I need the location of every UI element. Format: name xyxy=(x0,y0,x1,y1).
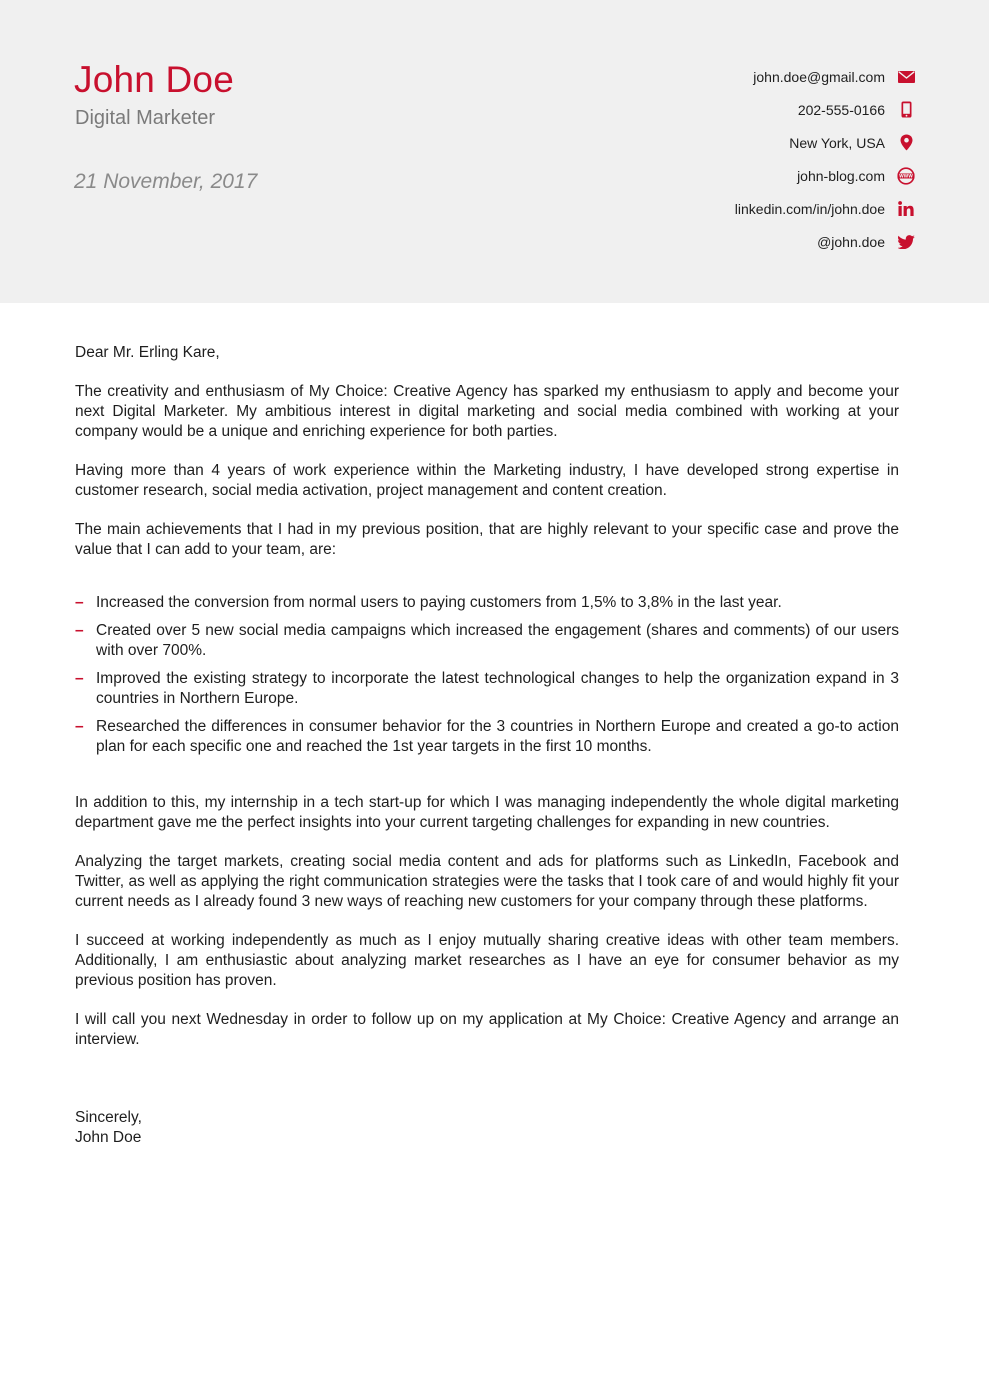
contact-website-text[interactable]: john-blog.com xyxy=(797,167,885,184)
contact-twitter-text[interactable]: @john.doe xyxy=(817,233,885,250)
intro-paragraph: Having more than 4 years of work experience within the Marketing industry, I have developed strong expertise in customer research, social media activation, project management and content creation. xyxy=(75,462,899,499)
bullet-dash: – xyxy=(75,670,84,687)
closing-block xyxy=(75,1108,899,1148)
intro-paragraph: The main achievements that I had in my previous position, that are highly relevant to your specific case and prove the value that I can add to your team, are: xyxy=(75,521,899,558)
linkedin-icon xyxy=(897,200,915,218)
contact-twitter[interactable] xyxy=(495,225,915,258)
letter-body xyxy=(75,343,899,1148)
achievement-text: Improved the existing strategy to incorporate the latest technological changes to help the organization expand in 3 countries in Northern Europe. xyxy=(96,670,899,707)
signature-name: John Doe xyxy=(75,1129,142,1146)
contact-linkedin-text[interactable]: linkedin.com/in/john.doe xyxy=(734,200,885,217)
achievement-item xyxy=(75,669,899,709)
location-pin-icon xyxy=(897,134,915,152)
contact-location-text: New York, USA xyxy=(789,134,885,151)
bullet-dash: – xyxy=(75,594,84,611)
envelope-icon xyxy=(897,68,915,86)
contact-linkedin[interactable] xyxy=(495,192,915,225)
twitter-icon xyxy=(897,233,915,251)
letter-date: 21 November, 2017 xyxy=(74,170,258,193)
achievement-list xyxy=(75,593,899,757)
contact-list xyxy=(495,60,915,258)
body-paragraph: I succeed at working independently as much as I enjoy mutually sharing creative ideas with other team members. Additionally, I am enthusiastic about analyzing market researches as I have an eye for consumer behavior as my previous position has proven. xyxy=(75,932,899,989)
contact-website[interactable] xyxy=(495,159,915,192)
achievement-text: Created over 5 new social media campaigns which increased the engagement (shares and comments) of our users with over 700%. xyxy=(96,622,899,659)
body-paragraph: In addition to this, my internship in a tech start-up for which I was managing independently the whole digital marketing department gave me the perfect insights into your current targeting challenges for expanding in new countries. xyxy=(75,794,899,831)
bullet-dash: – xyxy=(75,718,84,735)
contact-email[interactable] xyxy=(495,60,915,93)
achievement-item xyxy=(75,717,899,757)
bullet-dash: – xyxy=(75,622,84,639)
sign-off: Sincerely, xyxy=(75,1109,142,1126)
letter-header xyxy=(0,0,989,303)
applicant-name: John Doe xyxy=(74,59,234,100)
www-globe-icon xyxy=(897,167,915,185)
applicant-role: Digital Marketer xyxy=(75,107,216,129)
contact-location xyxy=(495,126,915,159)
achievement-item xyxy=(75,621,899,661)
contact-email-text[interactable]: john.doe@gmail.com xyxy=(753,68,885,85)
achievement-item xyxy=(75,593,899,613)
svg-text:WWW: WWW xyxy=(899,173,913,179)
intro-paragraph: The creativity and enthusiasm of My Choice: Creative Agency has sparked my enthusiasm to apply and become your next Digital Marketer. My ambitious interest in digital marketing and social media combined with working at your company would be a unique and enriching experience for both parties. xyxy=(75,383,899,440)
body-paragraph: I will call you next Wednesday in order to follow up on my application at My Choice: Creative Agency and arrange an interview. xyxy=(75,1011,899,1048)
body-paragraph: Analyzing the target markets, creating social media content and ads for platforms such as LinkedIn, Facebook and Twitter, as well as applying the right communication strategies were the tasks that I took care of and would highly fit your current needs as I already found 3 new ways of reaching new customers for your company through these platforms. xyxy=(75,853,899,910)
contact-phone-text[interactable]: 202-555-0166 xyxy=(797,101,885,118)
mobile-phone-icon xyxy=(897,101,915,119)
salutation: Dear Mr. Erling Kare, xyxy=(75,344,220,361)
contact-phone[interactable] xyxy=(495,93,915,126)
achievement-text: Increased the conversion from normal users to paying customers from 1,5% to 3,8% in the last year. xyxy=(96,594,782,611)
achievement-text: Researched the differences in consumer behavior for the 3 countries in Northern Europe and created a go-to action plan for each specific one and reached the 1st year targets in the first 10 months. xyxy=(96,718,899,755)
